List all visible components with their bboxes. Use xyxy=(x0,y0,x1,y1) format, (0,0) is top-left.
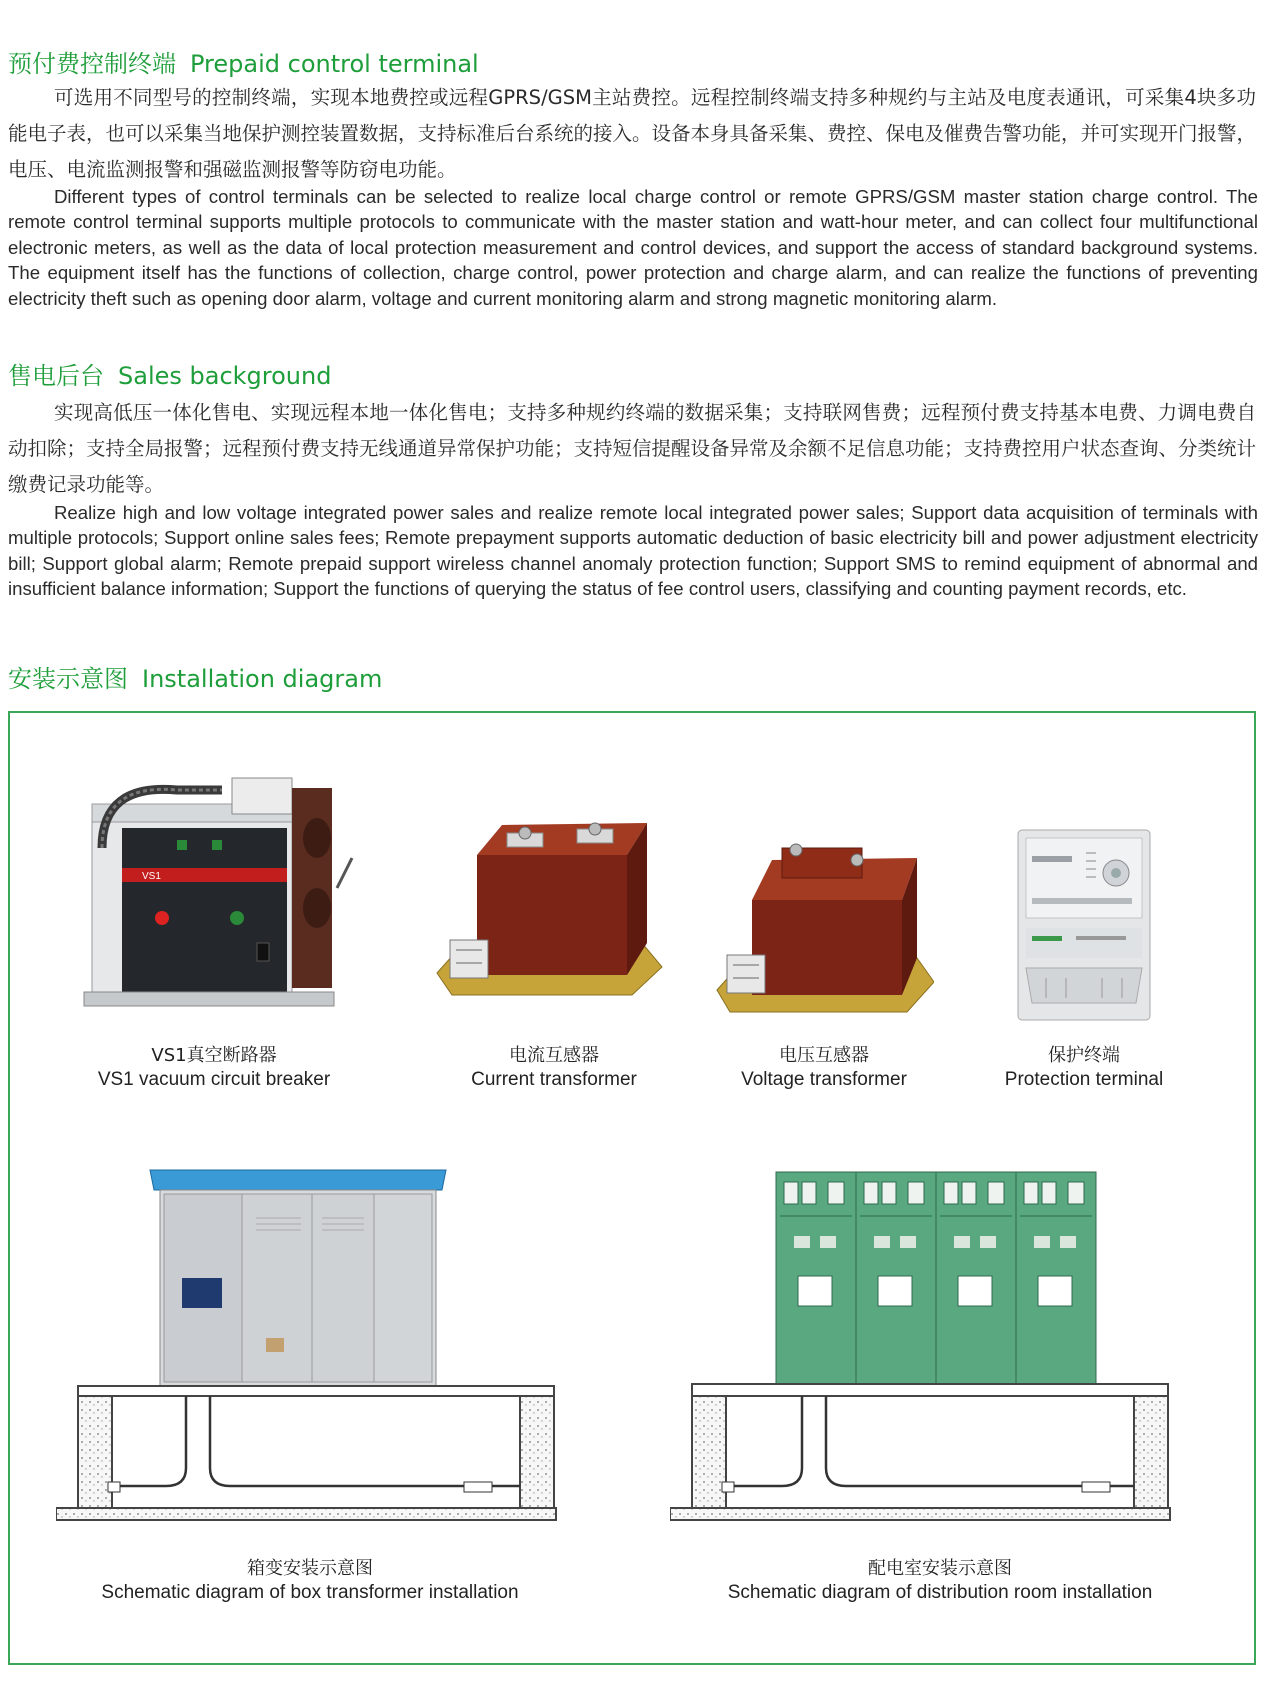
caption-voltage-transformer xyxy=(702,1044,946,1092)
title-en: Installation diagram xyxy=(142,665,383,693)
voltage-transformer-icon xyxy=(712,840,934,1020)
paragraph-cn-prepaid: 可选用不同型号的控制终端，实现本地费控或远程GPRS/GSM主站费控。远程控制终端支持多种规约与主站及电度表通讯，可采集4块多功能电子表，也可以采集当地保护测控装置数据，支持标准后台系统的接入。设备本身具备采集、费控、保电及催费告警功能，并可实现开门报警，电压、电流监测报警和强磁监测报警等防窃电功能。 xyxy=(8,86,1257,181)
title-en: Prepaid control terminal xyxy=(190,50,479,78)
title-cn: 安装示意图 xyxy=(8,665,128,693)
protection-terminal-icon xyxy=(1016,828,1152,1024)
title-cn: 预付费控制终端 xyxy=(8,50,176,78)
caption-current-transformer xyxy=(432,1044,676,1092)
caption-protection-terminal xyxy=(972,1044,1196,1092)
caption-en: Schematic diagram of distribution room installation xyxy=(727,1582,1153,1603)
caption-cn: 保护终端 xyxy=(1048,1045,1120,1066)
caption-en: Voltage transformer xyxy=(741,1069,907,1090)
caption-vacuum-circuit-breaker xyxy=(62,1044,366,1092)
caption-cn: 电流互感器 xyxy=(509,1045,599,1066)
caption-distribution-room-installation xyxy=(690,1557,1190,1605)
title-en: Sales background xyxy=(118,362,332,390)
section-title-prepaid xyxy=(8,44,479,79)
caption-en: VS1 vacuum circuit breaker xyxy=(97,1069,331,1090)
caption-cn: 电压互感器 xyxy=(779,1045,869,1066)
switchgear-cabinet-icon xyxy=(670,1168,1210,1528)
caption-en: Schematic diagram of box transformer installation xyxy=(101,1582,519,1603)
caption-cn: 配电室安装示意图 xyxy=(868,1558,1012,1579)
section-title-sales xyxy=(8,356,331,391)
paragraph-cn-sales: 实现高低压一体化售电、实现远程本地一体化售电；支持多种规约终端的数据采集；支持联网售费；远程预付费支持基本电费、力调电费自动扣除；支持全局报警；远程预付费支持无线通道异常保护功能；支持短信提醒设备异常及余额不足信息功能；支持费控用户状态查询、分类统计缴费记录功能等。 xyxy=(8,401,1257,496)
caption-en: Current transformer xyxy=(471,1069,637,1090)
title-cn: 售电后台 xyxy=(8,362,104,390)
current-transformer-icon xyxy=(432,815,664,1005)
paragraph-en-prepaid: Different types of control terminals can be selected to realize local charge control or remote GPRS/GSM master station charge control. The remote control terminal supports multiple protocols to communicate with the master station and watt-hour meter, and can collect four multifunctional electronic meters, as well as the data of local protection measurement and control devices, and support the access of standard background systems. The equipment itself has the functions of collection, charge control, power protection and charge alarm, and can realize the functions of preventing electricity theft such as opening door alarm, voltage and current monitoring alarm and strong magnetic monitoring alarm. xyxy=(8,186,1258,309)
caption-en: Protection terminal xyxy=(1004,1069,1164,1090)
paragraph-en-sales: Realize high and low voltage integrated power sales and realize remote local integrated power sales; Support data acquisition of terminals with multiple protocols; Support online sales fees; Remote prepayment supports automatic deduction of basic electricity bill and power adjustment electricity bill; Support global alarm; Remote prepaid support wireless channel anomaly protection function; Support SMS to remind equipment of abnormal and insufficient balance information; Support the functions of querying the status of fee control users, classifying and counting payment records, etc. xyxy=(8,502,1258,600)
vacuum-circuit-breaker-icon xyxy=(82,768,362,1020)
box-transformer-icon xyxy=(56,1168,596,1528)
caption-box-transformer-installation xyxy=(60,1557,560,1605)
section-title-installation xyxy=(8,659,382,694)
caption-cn: VS1真空断路器 xyxy=(151,1045,277,1066)
breaker-panel-label: VS1 xyxy=(142,871,161,882)
caption-cn: 箱变安装示意图 xyxy=(247,1558,373,1579)
